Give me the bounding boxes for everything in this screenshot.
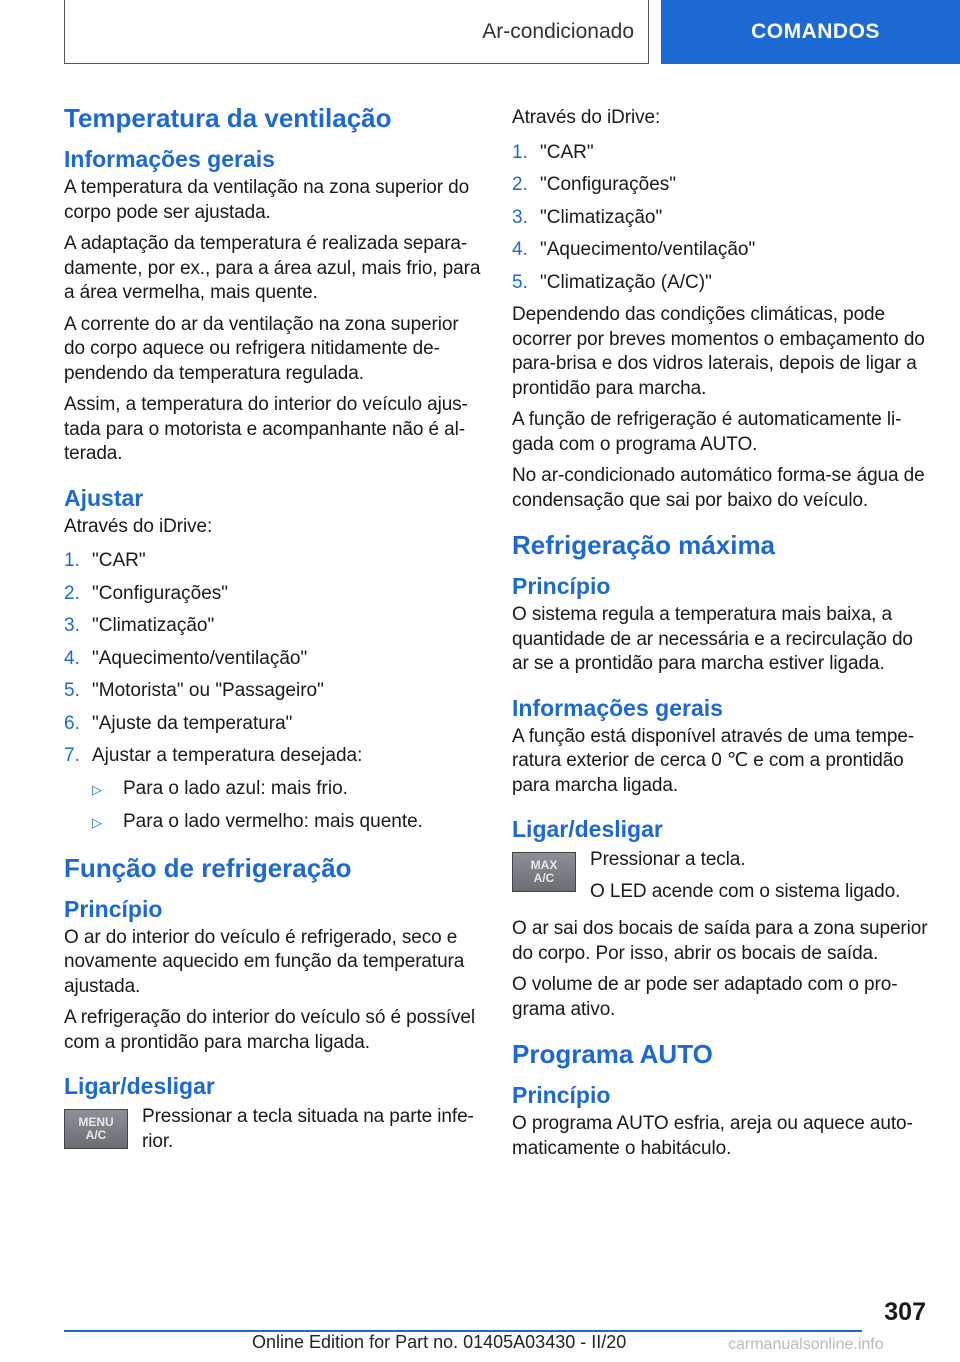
heading-max-cooling: Refrigeração máxima — [512, 530, 776, 560]
right-column — [512, 106, 932, 1168]
paragraph: No ar-condicionado automático forma-se água de condensação que sai por baixo do veículo. — [512, 465, 925, 511]
max-ac-button-icon: MAX A/C — [512, 852, 576, 892]
list-item: 4. "Aquecimento/ventilação" — [64, 647, 308, 669]
heading-principle: Princípio — [512, 1082, 611, 1108]
chapter-tab[interactable]: COMANDOS — [661, 0, 960, 64]
heading-auto-program: Programa AUTO — [512, 1039, 713, 1069]
paragraph: O programa AUTO esfria, areja ou aquece auto‐maticamente o habitáculo. — [512, 1113, 913, 1159]
paragraph: O volume de ar pode ser adaptado com o pro‐grama ativo. — [512, 974, 898, 1020]
steps-list — [64, 549, 484, 836]
paragraph: Dependendo das condições climáticas, pode ocorrer por breves momentos o embaçamento do para-brisa e dos vidros laterais, depois de ligar a prontidão para marcha. — [512, 304, 925, 399]
heading-principle: Princípio — [64, 895, 163, 922]
section-title: Ar-condicionado — [64, 0, 649, 64]
heading-on-off: Ligar/desligar — [64, 1073, 215, 1099]
paragraph: O ar sai dos bocais de saída para a zona superior do corpo. Por isso, abrir os bocais de saída. — [512, 918, 928, 964]
menu-ac-button-icon: MENU A/C — [64, 1109, 128, 1149]
paragraph: Pressionar a tecla. — [590, 849, 746, 870]
button-instruction — [512, 848, 932, 911]
heading-adjust: Ajustar — [64, 484, 144, 511]
list-item: 5. "Motorista" ou "Passageiro" — [64, 680, 324, 701]
page-header — [0, 0, 960, 66]
sub-list-item: ▷ Para o lado vermelho: mais quente. — [64, 810, 484, 836]
sub-list-item: ▷ Para o lado azul: mais frio. — [64, 777, 484, 803]
list-item: 1. "CAR" — [64, 550, 146, 571]
heading-cooling-function: Função de refrigeração — [64, 852, 352, 883]
heading-ventilation-temperature: Temperatura da ventilação — [64, 103, 392, 133]
paragraph: A refrigeração do interior do veículo só é possível com a prontidão para marcha ligada. — [64, 1007, 476, 1053]
list-item: 2. "Configurações" — [64, 582, 229, 604]
list-item: 5. "Climatização (A/C)" — [512, 271, 712, 293]
list-item: 1. "CAR" — [512, 141, 594, 163]
paragraph: A adaptação da temperatura é realizada separa‐damente, por ex., para a área azul, mais frio, para a área vermelha, mais quente. — [64, 233, 481, 303]
triangle-bullet-icon: ▷ — [92, 781, 102, 797]
paragraph: Pressionar a tecla situada na parte infe‐rior. — [142, 1106, 474, 1152]
page-number: 307 — [884, 1298, 926, 1326]
left-column — [64, 102, 484, 1167]
footer-edition: Online Edition for Part no. 01405A03430 - II/20 — [252, 1332, 627, 1352]
heading-on-off: Ligar/desligar — [512, 816, 663, 842]
list-item: 7. Ajustar a temperatura desejada: — [64, 745, 363, 766]
list-item: 4. "Aquecimento/ventilação" — [512, 239, 756, 260]
paragraph-idrive: Através do iDrive: — [64, 515, 213, 537]
paragraph: A temperatura da ventilação na zona superior do corpo pode ser ajustada. — [64, 177, 470, 223]
list-item: 6. "Ajuste da temperatura" — [64, 712, 293, 734]
watermark: carmanualsonline.info — [728, 1336, 884, 1353]
heading-general-info: Informações gerais — [512, 694, 723, 721]
heading-general-info: Informações gerais — [64, 146, 275, 172]
paragraph-idrive: Através do iDrive: — [512, 107, 661, 128]
paragraph: A corrente do ar da ventilação na zona superior do corpo aquece ou refrigera nitidamente de‐pendendo da temperatura regulada. — [64, 313, 459, 384]
paragraph: O ar do interior do veículo é refrigerado, seco e novamente aquecido em função da temperatura ajustada. — [64, 926, 465, 997]
triangle-bullet-icon: ▷ — [92, 815, 102, 830]
list-item: 3. "Climatização" — [512, 206, 663, 228]
list-item: 3. "Climatização" — [64, 615, 215, 636]
paragraph: O sistema regula a temperatura mais baixa, a quantidade de ar necessária e a recirculação do ar se a prontidão para marcha estiver ligada. — [512, 604, 913, 674]
paragraph: A função está disponível através de uma tempe‐ratura exterior de cerca 0 ℃ e com a prontidão para marcha ligada. — [512, 725, 915, 796]
paragraph: Assim, a temperatura do interior do veículo ajus‐tada para o motorista e acompanhante não é al‐terada. — [64, 394, 468, 464]
paragraph: A função de refrigeração é automaticamente li‐gada com o programa AUTO. — [512, 409, 902, 455]
paragraph: O LED acende com o sistema ligado. — [590, 880, 901, 902]
steps-list — [512, 141, 932, 296]
list-item: 2. "Configurações" — [512, 174, 677, 195]
heading-principle: Princípio — [512, 573, 611, 599]
button-instruction — [64, 1105, 484, 1161]
